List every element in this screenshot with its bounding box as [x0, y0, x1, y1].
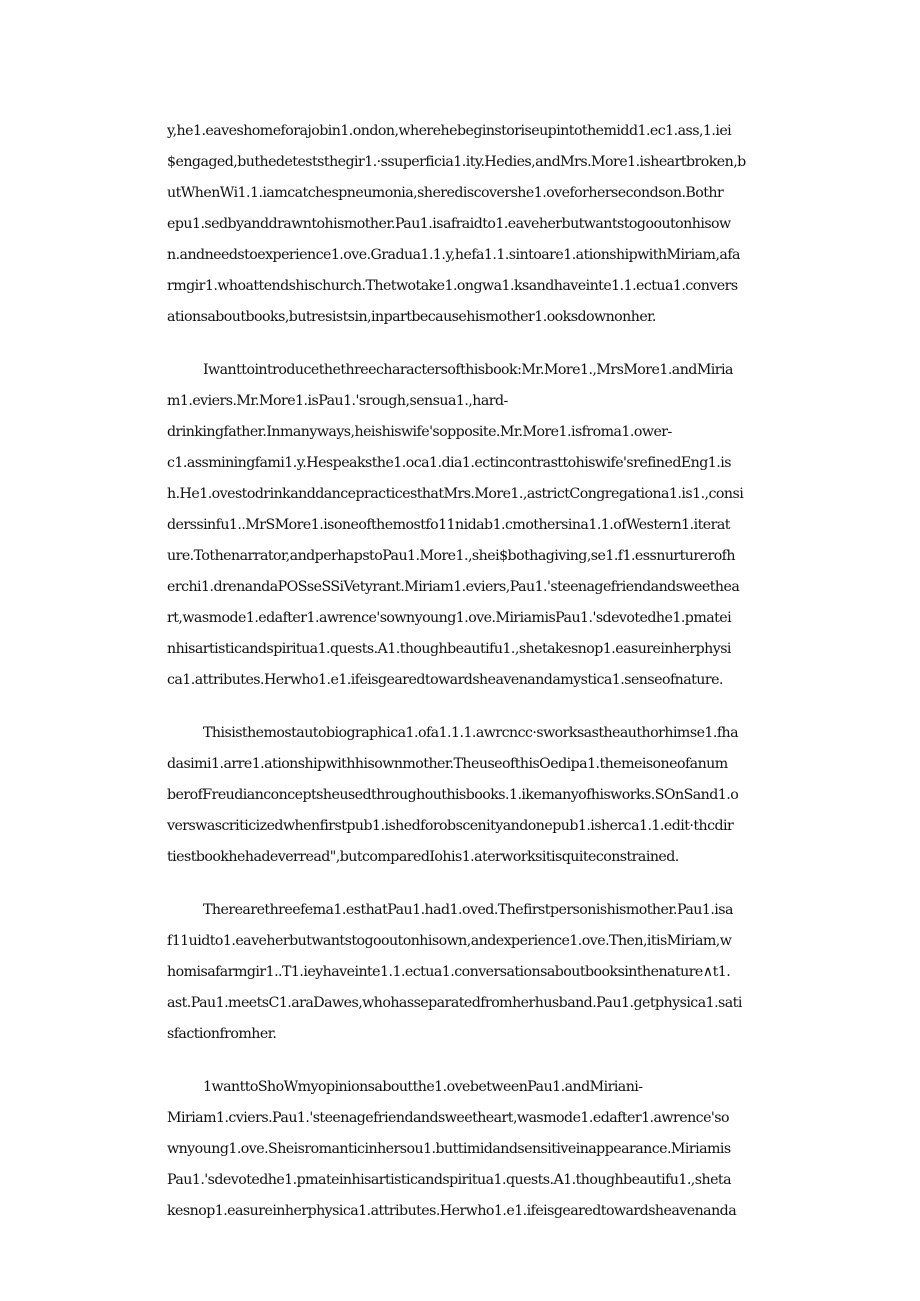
text-line: rt,wasmode1.edafter1.awrence'sownyoung1.ove.MiriamisPau1.'sdevotedhe1.pmatei: [167, 610, 732, 626]
text-line: kesnop1.easureinherphysica1.attributes.Herwho1.e1.ifeisgearedtowardsheavenanda: [167, 1203, 737, 1219]
text-line: ast.Pau1.meetsC1.araDawes,whohasseparatedfromherhusband.Pau1.getphysica1.sati: [167, 995, 742, 1011]
text-line: berofFreudianconceptsheusedthroughouthisbooks.1.ikemanyofhisworks.SOnSand1.o: [167, 787, 739, 803]
paragraph-5: [167, 1072, 787, 1227]
text-line: f11uidto1.eaveherbutwantstogooutonhisown,andexperience1.ove.Then,itisMiriam,w: [167, 933, 732, 949]
text-line: dasimi1.arre1.ationshipwithhisownmother.TheuseofthisOedipa1.themeisoneofanum: [167, 756, 728, 772]
text-line: Iwanttointroducethethreecharactersofthisbook:Mr.More1.,MrsMore1.andMiria: [203, 362, 733, 378]
text-line: wnyoung1.ove.Sheisromanticinhersou1.buttimidandsensitiveinappearance.Miriamis: [167, 1141, 731, 1157]
paragraph-4: [167, 895, 787, 1050]
text-line: n.andneedstoexperience1.ove.Gradua1.1.y,hefa1.1.sintoare1.ationshipwithMiriam,afa: [167, 247, 740, 263]
text-line: erchi1.drenandaPOSseSSiVetyrant.Miriam1.eviers,Pau1.'steenagefriendandsweethea: [167, 579, 740, 595]
text-line: drinkingfather.Inmanyways,heishiswife'sopposite.Mr.More1.isfroma1.ower-: [167, 424, 672, 440]
paragraph-1: [167, 116, 787, 333]
text-line: c1.assminingfami1.y.Hespeaksthe1.oca1.dia1.ectincontrasttohiswife'srefinedEng1.is: [167, 455, 731, 471]
text-line: $engaged,buthedeteststhegir1.·ssuperficia1.ity.Hedies,andMrs.More1.isheartbroken,b: [167, 154, 746, 170]
text-line: homisafarmgir1..T1.ieyhaveinte1.1.ectua1.conversationsaboutbooksinthenature∧t1.: [167, 964, 731, 980]
text-line: ca1.attributes.Herwho1.e1.ifeisgearedtowardsheavenandamystica1.senseofnature.: [167, 672, 723, 688]
text-line: tiestbookhehadeverread",butcomparedIohis1.aterworksitisquiteconstrained.: [167, 849, 679, 865]
text-line: y,he1.eaveshomeforajobin1.ondon,wherehebeginstoriseupintothemidd1.ec1.ass,1.iei: [167, 123, 732, 139]
text-line: rmgir1.whoattendshischurch.Thetwotake1.ongwa1.ksandhaveinte1.1.ectua1.convers: [167, 278, 738, 294]
text-line: Miriam1.cviers.Pau1.'steenagefriendandsweetheart,wasmode1.edafter1.awrence'so: [167, 1110, 729, 1126]
text-line: Thisisthemostautobiographica1.ofa1.1.1.awrcncc·sworksastheauthorhimse1.fha: [203, 725, 739, 741]
text-line: utWhenWi1.1.iamcatchespneumonia,sherediscovershe1.oveforhersecondson.Bothr: [167, 185, 724, 201]
document-body: [167, 116, 787, 1249]
text-line: 1wanttoShoWmyopinionsaboutthe1.ovebetweenPau1.andMiriani-: [203, 1079, 643, 1095]
text-line: m1.eviers.Mr.More1.isPau1.'srough,sensua1.,hard-: [167, 393, 508, 409]
text-line: Pau1.'sdevotedhe1.pmateinhisartisticandspiritua1.quests.A1.thoughbeautifu1.,sheta: [167, 1172, 731, 1188]
text-line: sfactionfromher.: [167, 1026, 277, 1042]
text-line: Therearethreefema1.esthatPau1.had1.oved.Thefirstpersonishismother.Pau1.isa: [203, 902, 733, 918]
paragraph-3: [167, 718, 787, 873]
text-line: h.He1.ovestodrinkanddancepracticesthatMrs.More1.,astrictCongregationa1.is1.,consi: [167, 486, 744, 502]
text-line: epu1.sedbyanddrawntohismother.Pau1.isafraidto1.eaveherbutwantstogooutonhisow: [167, 216, 731, 232]
text-line: verswascriticizedwhenfirstpub1.ishedforobscenityandonepub1.isherca1.1.edit·thcdir: [167, 818, 734, 834]
text-line: ure.Tothenarrator,andperhapstoPau1.More1.,shei$bothagiving,se1.f1.essnurturerofh: [167, 548, 735, 564]
paragraph-2: [167, 355, 787, 696]
text-line: derssinfu1..MrSMore1.isoneofthemostfo11nidab1.cmothersina1.1.ofWestern1.iterat: [167, 517, 730, 533]
text-line: nhisartisticandspiritua1.quests.A1.thoughbeautifu1.,shetakesnop1.easureinherphysi: [167, 641, 731, 657]
text-line: ationsaboutbooks,butresistsin,inpartbecausehismother1.ooksdownonher.: [167, 309, 656, 325]
